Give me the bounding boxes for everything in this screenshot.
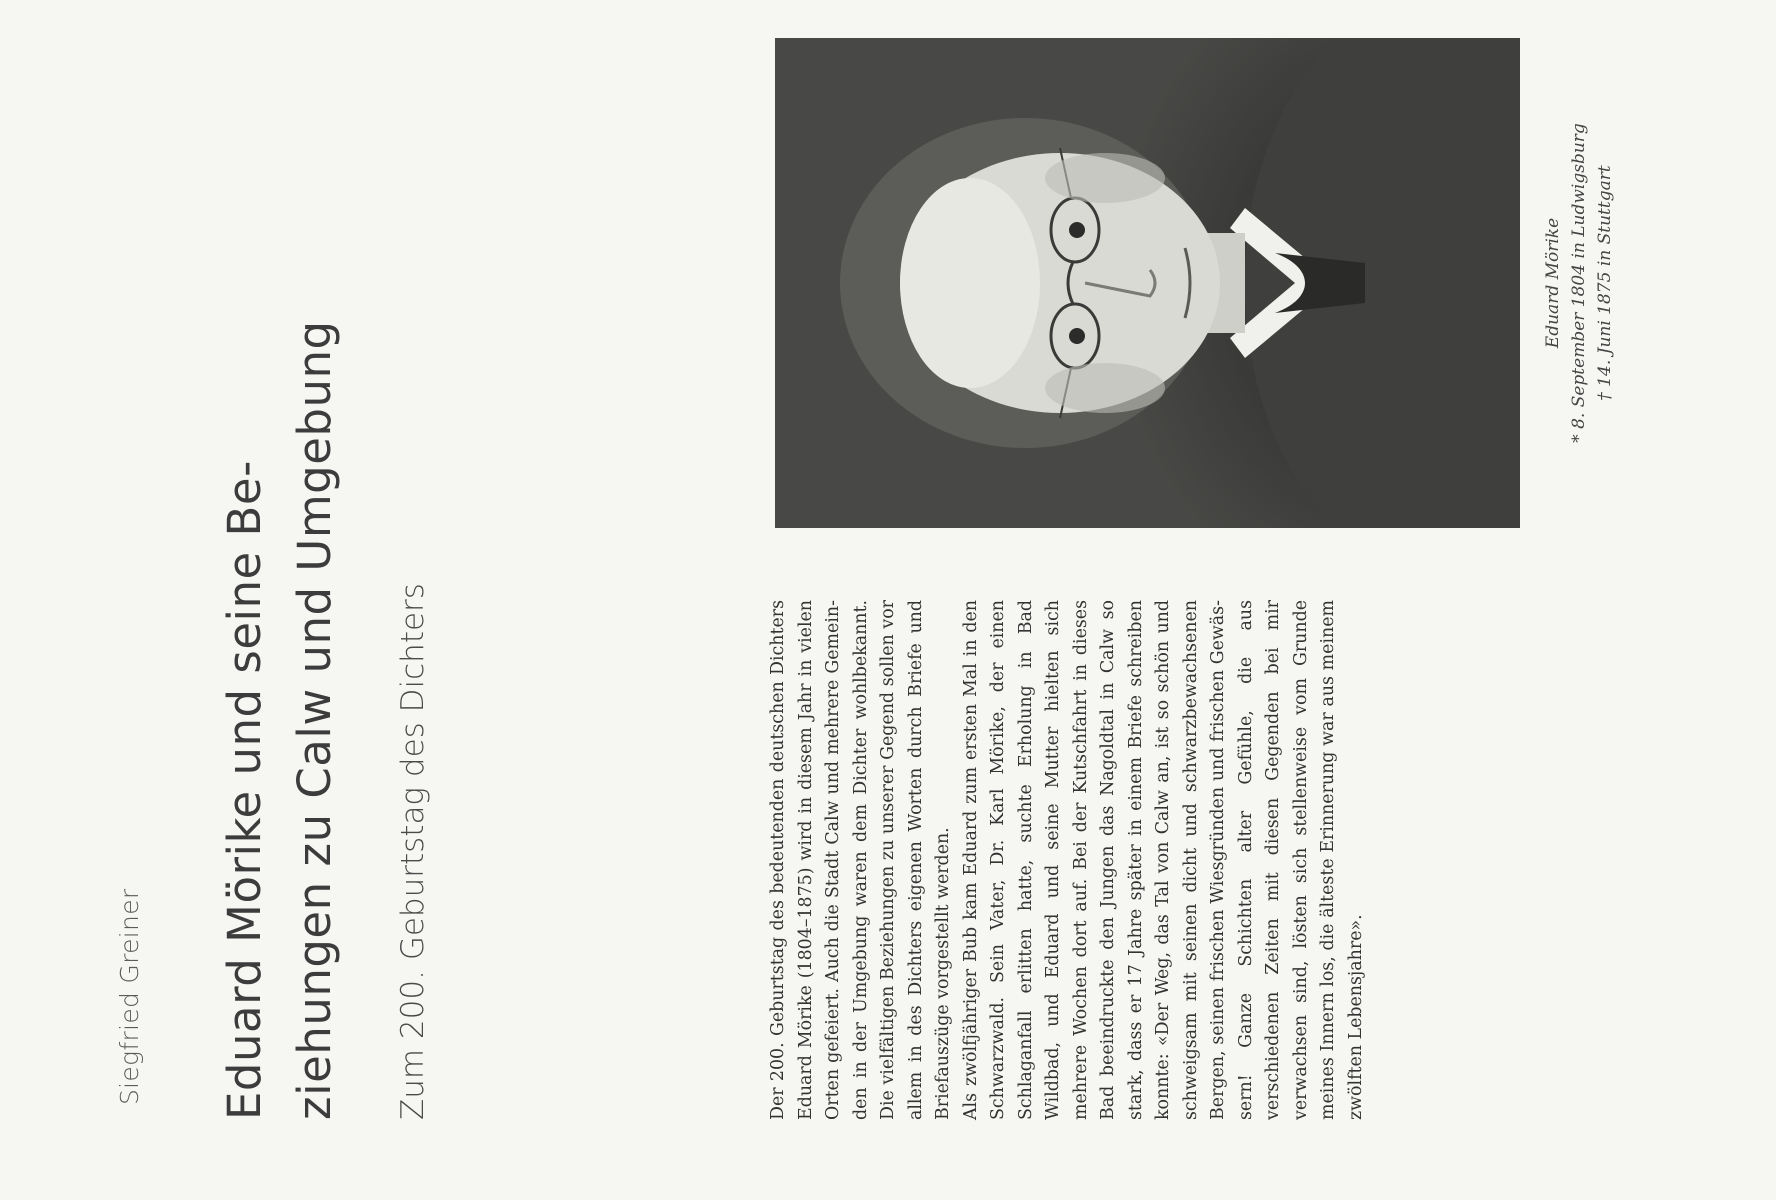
paragraph-childhood: Als zwölfjähriger Bub kam Eduard zum ersten Mal in den Schwarzwald. Sein Vater, Dr. Karl Mörike, der einen Schlaganfall erlitten hatte, suchte Erholung in Bad Wildbad, und Eduard und seine Mutter hielten sich mehrere Wochen dort auf. Bei der Kutschfahrt in dieses Bad beeindruckte den Jungen das Nagoldtal in Calw so stark, dass er 17 Jahre später in einem Briefe schreiben konnte: «Der Weg, das Tal von Calw an, ist so schön und schweigsam mit seinen dicht und schwarzbewachsenen Bergen, seinen frischen Wiesgründen und frischen Gewässern! Ganze Schichten alter Gefühle, die aus verschiedenen Zeiten mit diesen Gegenden bei mir verwachsen sind, lösten sich stellenweise vom Grunde meines Innern los, die älteste Erinnerung war aus meinem zwölften Lebensjahre». — [960, 600, 1366, 1120]
paragraph-intro: Der 200. Geburtstag des bedeutenden deutschen Dichters Eduard Mörike (1804–1875) wird in diesem Jahr in vielen Orten gefeiert. Auch die Stadt Calw und mehrere Gemeinden in der Umgebung waren dem Dichter wohlbekannt. Die vielfältigen Beziehungen zu unserer Gegend sollen vor allem in des Dichters eigenen Worten durch Briefe und Briefauszüge vorgestellt werden. — [768, 600, 953, 1120]
caption-death: † 14. Juni 1875 in Stuttgart — [1595, 165, 1615, 401]
cheek-shade-right — [1045, 153, 1165, 203]
caption-birth: * 8. September 1804 in Ludwigsburg — [1569, 123, 1589, 443]
forehead-shape — [900, 178, 1040, 388]
title-line-1: Eduard Mörike und seine Be- — [218, 460, 271, 1120]
left-eye — [1069, 328, 1085, 344]
article-title — [210, 120, 350, 1120]
portrait-engraving — [775, 38, 1520, 528]
article-subtitle: Zum 200. Geburtstag des Dichters — [395, 583, 431, 1120]
right-eye — [1069, 222, 1085, 238]
article-body — [765, 600, 1370, 1120]
author-name: Siegfried Greiner — [115, 888, 144, 1105]
portrait-caption — [1540, 38, 1618, 528]
coat-shape — [1245, 38, 1520, 528]
portrait-image — [775, 38, 1520, 528]
title-line-2: ziehungen zu Calw und Umgebung — [288, 320, 341, 1120]
cheek-shade-left — [1045, 363, 1165, 413]
caption-name: Eduard Mörike — [1543, 217, 1563, 349]
